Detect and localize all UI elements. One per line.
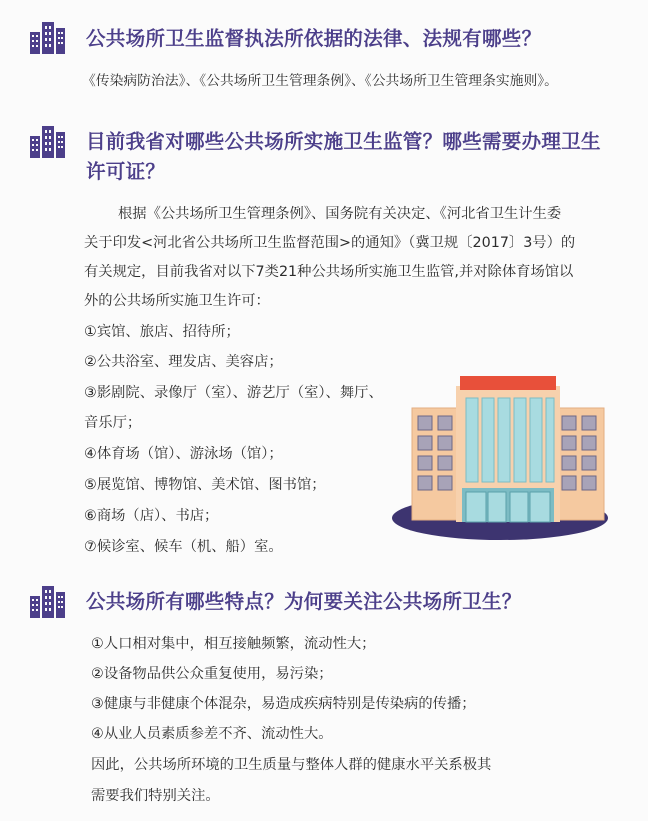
list-item: ⑤展览馆、博物馆、美术馆、图书馆； [84,477,326,493]
list-item: ①宾馆、旅店、招待所； [84,324,240,340]
section3-heading: 公共场所有哪些特点？为何要关注公共场所卫生？ [86,590,522,613]
list-item: ④从业人员素质参差不齐、流动性大。 [91,726,333,742]
section1-laws: 《传染病防治法》、《公共场所卫生管理条例》、《公共场所卫生管理条实施则》。 [82,73,558,89]
section2-body-line: 外的公共场所实施卫生许可： [84,293,270,309]
list-item: ②公共浴室、理发店、美容店； [84,354,283,370]
building-illustration [390,372,618,544]
list-item: ③影剧院、录像厅（室）、游艺厅（室）、舞厅、 [84,385,383,401]
section2-body-line: 关于印发<河北省公共场所卫生监督范围>的通知》（冀卫规〔2017〕3号）的 [84,235,576,251]
section2-body-line: 根据《公共场所卫生管理条例》、国务院有关决定、《河北省卫生计生委 [118,206,562,222]
section2-heading-line1: 目前我省对哪些公共场所实施卫生监管？哪些需要办理卫生 [86,130,601,153]
building-icon [27,18,67,58]
list-item: 音乐厅； [84,415,142,431]
section1-heading: 公共场所卫生监督执法所依据的法律、法规有哪些？ [86,27,542,50]
building-icon [27,122,67,162]
section3-conclusion-line1: 因此，公共场所环境的卫生质量与整体人群的健康水平关系极其 [91,757,492,773]
list-item: ⑦候诊室、候车（机、船）室。 [84,539,283,555]
list-item: ④体育场（馆）、游泳场（馆）； [84,446,283,462]
section2-body-line: 有关规定，目前我省对以下7类21种公共场所实施卫生监管,并对除体育场馆以 [84,264,574,280]
list-item: ①人口相对集中，相互接触频繁，流动性大； [91,636,376,652]
section3-conclusion-line2: 需要我们特别关注。 [91,788,220,804]
list-item: ③健康与非健康个体混杂，易造成疾病特别是传染病的传播； [91,696,476,712]
building-icon [27,582,67,622]
list-item: ⑥商场（店）、书店； [84,508,219,524]
section2-heading-line2: 许可证？ [86,160,166,183]
list-item: ②设备物品供公众重复使用，易污染； [91,666,333,682]
